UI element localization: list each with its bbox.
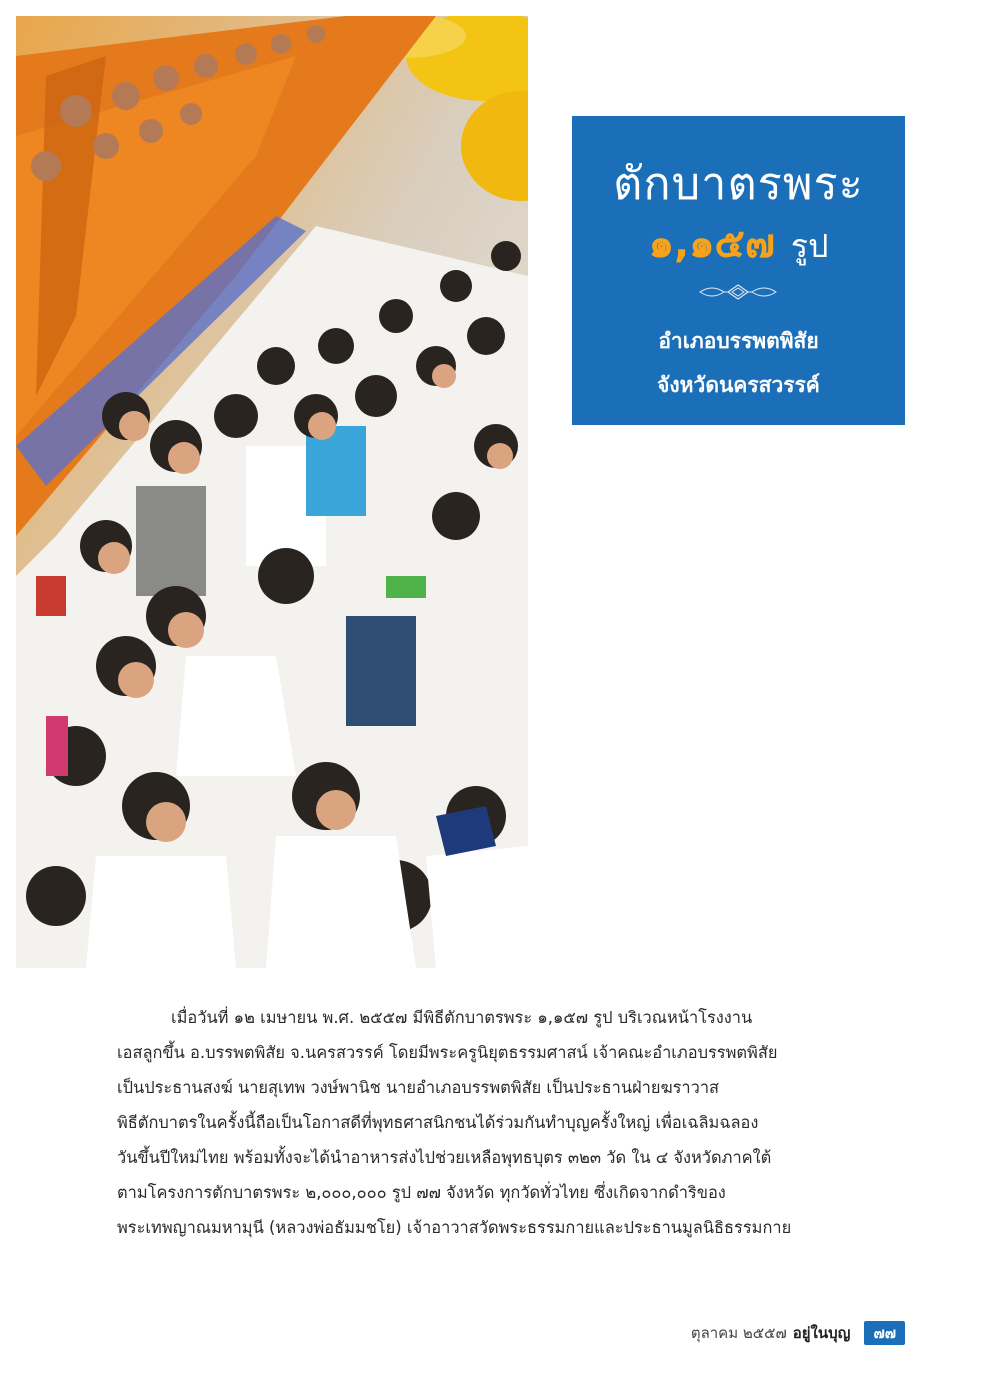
magazine-name: อยู่ในบุญ	[792, 1324, 851, 1342]
article-line: ตามโครงการตักบาตรพระ ๒,๐๐๐,๐๐๐ รูป ๗๗ จังหวัด ทุกวัดทั่วไทย ซึ่งเกิดจากดำริของ	[117, 1183, 726, 1202]
province-label: จังหวัดนครสวรรค์	[657, 373, 820, 397]
article-line: พระเทพญาณมหามุนี (หลวงพ่อธัมมชโย) เจ้าอาวาสวัดพระธรรมกายและประธานมูลนิธิธรรมกาย	[117, 1218, 792, 1237]
monks-alms-crowd-photo	[16, 16, 528, 968]
ornament-divider-icon	[698, 282, 778, 302]
title-count-row	[572, 218, 905, 272]
page-footer	[691, 1320, 905, 1346]
article-line: พิธีตักบาตรในครั้งนี้ถือเป็นโอกาสดีที่พุทธศาสนิกชนได้ร่วมกันทำบุญครั้งใหญ่ เพื่อเฉลิมฉลอง	[117, 1113, 759, 1132]
article-line: เอสลูกขึ้น อ.บรรพตพิสัย จ.นครสวรรค์ โดยมีพระครูนิยุตธรรมศาสน์ เจ้าคณะอำเภอบรรพตพิสัย	[117, 1043, 778, 1062]
article-line: เมื่อวันที่ ๑๒ เมษายน พ.ศ. ๒๕๕๗ มีพิธีตักบาตรพระ ๑,๑๕๗ รูป บริเวณหน้าโรงงาน	[171, 1008, 753, 1027]
monk-count: ๑,๑๕๗	[648, 221, 775, 267]
title-heading: ตักบาตรพระ	[613, 157, 864, 210]
photo-illustration	[16, 16, 528, 968]
title-box	[572, 116, 905, 425]
monk-count-unit: รูป	[790, 227, 829, 265]
article-line: วันขึ้นปีใหม่ไทย พร้อมทั้งจะได้นำอาหารส่งไปช่วยเหลือพุทธบุตร ๓๒๓ วัด ใน ๔ จังหวัดภาคใต้	[117, 1148, 772, 1167]
district-label: อำเภอบรรพตพิสัย	[658, 329, 819, 353]
article-body	[117, 1000, 905, 1245]
article-line: เป็นประธานสงฆ์ นายสุเทพ วงษ์พานิช นายอำเภอบรรพตพิสัย เป็นประธานฝ่ายฆราวาส	[117, 1078, 720, 1097]
issue-date: ตุลาคม ๒๕๕๗	[690, 1324, 787, 1342]
page-number: ๗๗	[864, 1321, 905, 1345]
